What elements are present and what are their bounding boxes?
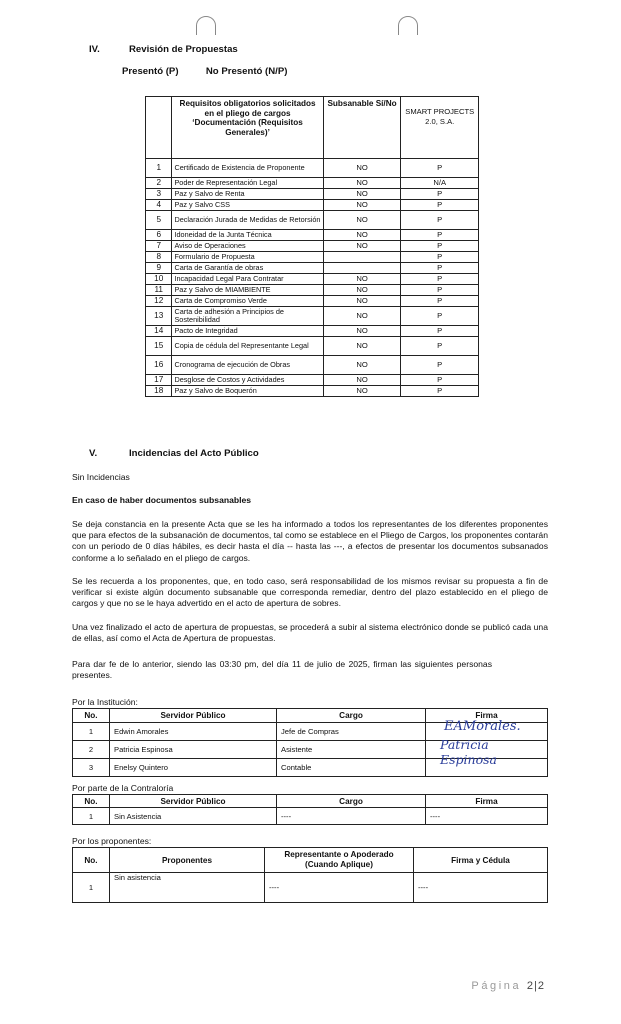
req-row-status: P bbox=[401, 211, 479, 230]
table-row bbox=[146, 307, 479, 326]
req-row-number: 10 bbox=[146, 274, 172, 285]
proponentes-caption: Por los proponentes: bbox=[72, 836, 152, 846]
paragraph-sistema-electronico: Una vez finalizado el acto de apertura de propuestas, se procederá a subir al sistema electrónico donde se publicó cada una de ellas, así como el Acta de Apertura de propuestas. bbox=[72, 622, 548, 644]
req-row-status: P bbox=[401, 326, 479, 337]
requirements-table bbox=[145, 96, 479, 397]
req-row-subsanable: NO bbox=[323, 326, 401, 337]
page-footer bbox=[471, 980, 545, 992]
req-row-number: 7 bbox=[146, 241, 172, 252]
req-row-subsanable: NO bbox=[323, 285, 401, 296]
table-row bbox=[146, 241, 479, 252]
req-row-subsanable: NO bbox=[323, 296, 401, 307]
table-row bbox=[73, 741, 548, 759]
req-row-status: P bbox=[401, 296, 479, 307]
contraloria-row-firma: ---- bbox=[426, 808, 548, 825]
proponentes-row-name: Sin asistencia bbox=[110, 873, 265, 903]
req-row-number: 11 bbox=[146, 285, 172, 296]
contraloria-row-number: 1 bbox=[73, 808, 110, 825]
table-row bbox=[146, 386, 479, 397]
proponentes-header-no: No. bbox=[73, 848, 110, 873]
req-row-requirement: Declaración Jurada de Medidas de Retorsión bbox=[172, 211, 323, 230]
req-row-requirement: Paz y Salvo de MIAMBIENTE bbox=[172, 285, 323, 296]
req-row-requirement: Desglose de Costos y Actividades bbox=[172, 375, 323, 386]
req-row-subsanable: NO bbox=[323, 178, 401, 189]
req-row-requirement: Formulario de Propuesta bbox=[172, 252, 323, 263]
req-row-requirement: Idoneidad de la Junta Técnica bbox=[172, 230, 323, 241]
req-row-status: P bbox=[401, 386, 479, 397]
req-row-number: 13 bbox=[146, 307, 172, 326]
institution-row-number: 1 bbox=[73, 723, 110, 741]
req-row-subsanable: NO bbox=[323, 241, 401, 252]
paragraph-responsabilidad: Se les recuerda a los proponentes, que, en todo caso, será responsabilidad de los mismos revisar su propuesta a fin de verificar si existe algún documento subsanable que corresponda remediar, dentro del plazo establecido en el pliego de cargos y que no se le haya advertido en el acto de apertura de sobres. bbox=[72, 576, 548, 609]
req-row-number: 18 bbox=[146, 386, 172, 397]
proponentes-header-proponentes: Proponentes bbox=[110, 848, 265, 873]
proponentes-row-firma: ---- bbox=[414, 873, 548, 903]
req-row-number: 4 bbox=[146, 200, 172, 211]
table-row bbox=[146, 189, 479, 200]
proponentes-row-rep: ---- bbox=[265, 873, 414, 903]
req-header-subsanable: Subsanable Sí/No bbox=[323, 97, 401, 159]
req-row-number: 16 bbox=[146, 356, 172, 375]
legend-no-presento: No Presentó (N/P) bbox=[205, 66, 288, 77]
institution-caption: Por la Institución: bbox=[72, 697, 138, 707]
req-row-status: P bbox=[401, 230, 479, 241]
req-row-status: P bbox=[401, 285, 479, 296]
table-row bbox=[146, 326, 479, 337]
footer-label: Página bbox=[471, 980, 522, 992]
punch-hole-right bbox=[398, 16, 418, 35]
handwritten-signature: EAMorales. bbox=[444, 719, 521, 734]
handwritten-signature: Patricia Espinosa bbox=[440, 737, 497, 767]
table-row bbox=[146, 337, 479, 356]
req-row-status: P bbox=[401, 263, 479, 274]
req-row-subsanable: NO bbox=[323, 200, 401, 211]
req-row-status: P bbox=[401, 375, 479, 386]
proponentes-row-number: 1 bbox=[73, 873, 110, 903]
institution-header-servidor: Servidor Público bbox=[110, 709, 277, 723]
institution-row-cargo: Contable bbox=[277, 759, 426, 777]
subsanables-heading: En caso de haber documentos subsanables bbox=[72, 495, 252, 505]
table-row bbox=[146, 296, 479, 307]
paragraph-firman: Para dar fe de lo anterior, siendo las 03:30 pm, del día 11 de julio de 2025, firman las siguientes personas presentes. bbox=[72, 659, 492, 681]
table-row bbox=[146, 159, 479, 178]
req-row-status: P bbox=[401, 200, 479, 211]
table-row bbox=[73, 873, 548, 903]
req-row-status: P bbox=[401, 241, 479, 252]
req-row-subsanable: NO bbox=[323, 211, 401, 230]
req-row-number: 1 bbox=[146, 159, 172, 178]
req-header-bidder: SMART PROJECTS 2.0, S.A. bbox=[401, 97, 479, 159]
req-row-number: 8 bbox=[146, 252, 172, 263]
table-row bbox=[146, 178, 479, 189]
req-row-requirement: Paz y Salvo de Renta bbox=[172, 189, 323, 200]
table-row bbox=[146, 285, 479, 296]
table-row bbox=[73, 808, 548, 825]
req-row-subsanable bbox=[323, 252, 401, 263]
section-iv-heading bbox=[89, 44, 238, 55]
institution-header-cargo: Cargo bbox=[277, 709, 426, 723]
table-row bbox=[146, 356, 479, 375]
req-row-subsanable: NO bbox=[323, 386, 401, 397]
req-row-number: 6 bbox=[146, 230, 172, 241]
req-row-requirement: Certificado de Existencia de Proponente bbox=[172, 159, 323, 178]
proponentes-table bbox=[72, 847, 548, 903]
req-row-requirement: Incapacidad Legal Para Contratar bbox=[172, 274, 323, 285]
contraloria-row-cargo: ---- bbox=[277, 808, 426, 825]
req-row-requirement: Cronograma de ejecución de Obras bbox=[172, 356, 323, 375]
institution-row-cargo: Jefe de Compras bbox=[277, 723, 426, 741]
req-row-status: P bbox=[401, 307, 479, 326]
contraloria-header-firma: Firma bbox=[426, 795, 548, 808]
req-row-status: P bbox=[401, 252, 479, 263]
req-row-requirement: Carta de Compromiso Verde bbox=[172, 296, 323, 307]
paragraph-subsanacion: Se deja constancia en la presente Acta que se les ha informado a todos los representantes de los diferentes proponentes que para efectos de la subsanación de documentos, tal como se establece en el Pliego de Cargos, los proponentes contarán con un periodo de 0 días hábiles, es decir hasta el día -- hasta las ---, a efectos de presentar los documentos subsanados conforme a lo señalado en el pliego de cargos. bbox=[72, 519, 548, 563]
institution-row-number: 2 bbox=[73, 741, 110, 759]
contraloria-header-no: No. bbox=[73, 795, 110, 808]
req-row-status: P bbox=[401, 356, 479, 375]
institution-table bbox=[72, 708, 548, 777]
req-row-requirement: Paz y Salvo de Boquerón bbox=[172, 386, 323, 397]
presentation-legend bbox=[122, 66, 287, 77]
req-row-subsanable bbox=[323, 263, 401, 274]
institution-header-firma: Firma bbox=[426, 709, 548, 723]
req-row-subsanable: NO bbox=[323, 274, 401, 285]
req-row-number: 3 bbox=[146, 189, 172, 200]
req-row-number: 15 bbox=[146, 337, 172, 356]
req-row-requirement: Carta de Garantía de obras bbox=[172, 263, 323, 274]
req-row-subsanable: NO bbox=[323, 307, 401, 326]
table-row bbox=[146, 252, 479, 263]
req-row-number: 5 bbox=[146, 211, 172, 230]
req-row-status: P bbox=[401, 189, 479, 200]
punch-hole-left bbox=[196, 16, 216, 35]
req-row-requirement: Copia de cédula del Representante Legal bbox=[172, 337, 323, 356]
section-v-heading bbox=[89, 448, 259, 459]
institution-row-name: Enelsy Quintero bbox=[110, 759, 277, 777]
req-row-subsanable: NO bbox=[323, 356, 401, 375]
page-number: 2|2 bbox=[526, 980, 545, 992]
req-row-number: 12 bbox=[146, 296, 172, 307]
contraloria-table bbox=[72, 794, 548, 825]
institution-row-name: Patricia Espinosa bbox=[110, 741, 277, 759]
req-header-requisitos: Requisitos obligatorios solicitados en el pliego de cargos ‘Documentación (Requisitos Generales)’ bbox=[172, 97, 323, 159]
req-row-number: 9 bbox=[146, 263, 172, 274]
req-row-status: P bbox=[401, 159, 479, 178]
req-row-status: P bbox=[401, 337, 479, 356]
req-row-number: 2 bbox=[146, 178, 172, 189]
table-row bbox=[146, 200, 479, 211]
section-iv-number: IV. bbox=[89, 44, 100, 55]
contraloria-header-cargo: Cargo bbox=[277, 795, 426, 808]
section-v-number: V. bbox=[89, 448, 98, 459]
req-row-number: 14 bbox=[146, 326, 172, 337]
req-row-requirement: Pacto de Integridad bbox=[172, 326, 323, 337]
req-row-subsanable: NO bbox=[323, 230, 401, 241]
req-header-number bbox=[146, 97, 172, 159]
req-row-requirement: Poder de Representación Legal bbox=[172, 178, 323, 189]
table-row bbox=[146, 263, 479, 274]
req-row-subsanable: NO bbox=[323, 189, 401, 200]
proponentes-header-representante: Representante o Apoderado (Cuando Aplique) bbox=[265, 848, 414, 873]
contraloria-header-servidor: Servidor Público bbox=[110, 795, 277, 808]
contraloria-row-name: Sin Asistencia bbox=[110, 808, 277, 825]
req-row-subsanable: NO bbox=[323, 159, 401, 178]
req-row-status: P bbox=[401, 274, 479, 285]
table-row bbox=[146, 375, 479, 386]
req-row-subsanable: NO bbox=[323, 337, 401, 356]
incidents-text: Sin Incidencias bbox=[72, 472, 130, 482]
legend-presento: Presentó (P) bbox=[122, 66, 179, 77]
req-row-requirement: Carta de adhesión a Principios de Sostenibilidad bbox=[172, 307, 323, 326]
req-row-requirement: Aviso de Operaciones bbox=[172, 241, 323, 252]
section-v-title: Incidencias del Acto Público bbox=[129, 448, 259, 459]
signature-cell bbox=[426, 737, 548, 767]
institution-row-name: Edwin Amorales bbox=[110, 723, 277, 741]
table-row bbox=[146, 211, 479, 230]
section-iv-title: Revisión de Propuestas bbox=[129, 44, 238, 55]
req-row-number: 17 bbox=[146, 375, 172, 386]
req-row-status: N/A bbox=[401, 178, 479, 189]
req-row-subsanable: NO bbox=[323, 375, 401, 386]
table-row bbox=[146, 230, 479, 241]
institution-header-no: No. bbox=[73, 709, 110, 723]
institution-row-number: 3 bbox=[73, 759, 110, 777]
institution-row-cargo: Asistente bbox=[277, 741, 426, 759]
proponentes-header-firma: Firma y Cédula bbox=[414, 848, 548, 873]
table-row bbox=[146, 274, 479, 285]
contraloria-caption: Por parte de la Contraloría bbox=[72, 783, 174, 793]
req-row-requirement: Paz y Salvo CSS bbox=[172, 200, 323, 211]
